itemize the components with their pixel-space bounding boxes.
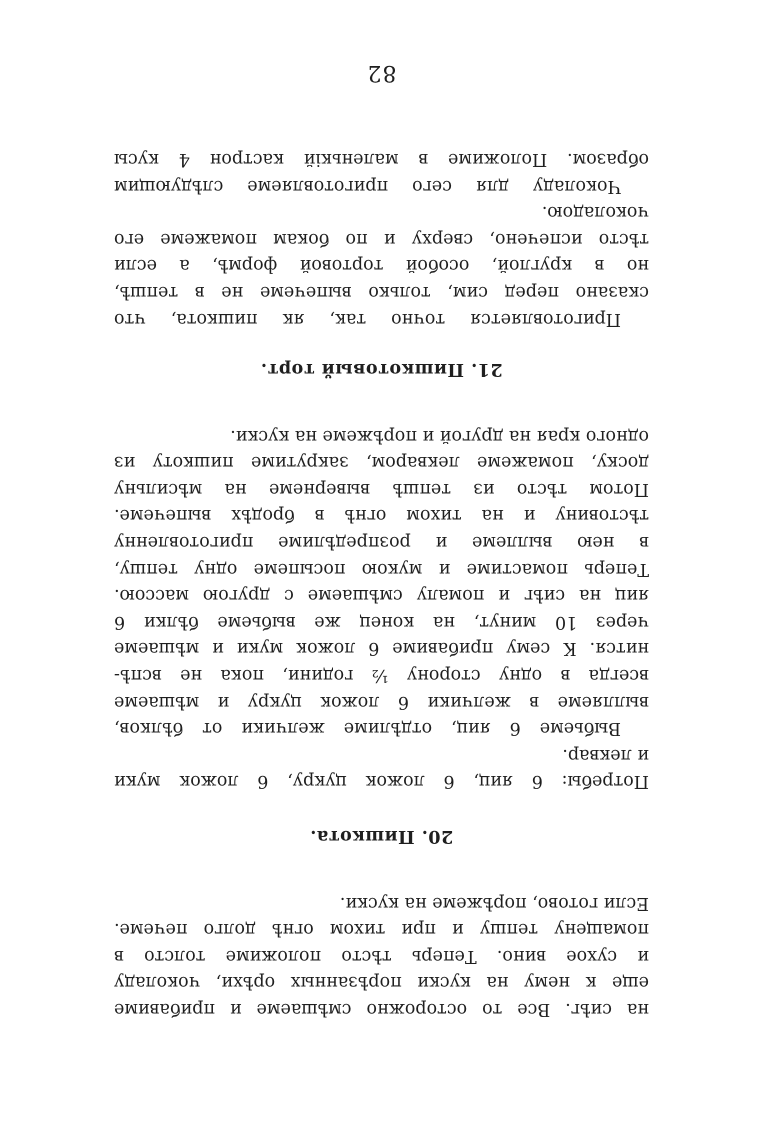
text-line: вылляеме в желчики 6 ложок цукру и мѣшаеме [114, 691, 649, 712]
text-line: на сиѣг. Все то осторожно смѣшаеме и прибавиме [114, 999, 649, 1019]
text-line: в нею выллеме и розпредѣлиме приготовленну [114, 532, 649, 553]
text-line: через 10 минут, на конец же выбьеме бѣлки 6 [114, 611, 649, 632]
text-line: сказано перед сим, только выпечеме не в тепшѣ, [114, 281, 649, 302]
text-line: образом. Положиме в маленькій кастрон 4 кусы [114, 148, 649, 169]
chocolate-paragraph [114, 145, 649, 198]
text-line: чоколадою. [541, 202, 649, 223]
ingredients-paragraph [114, 741, 649, 794]
section-heading-21: 21. Пишкотовый торт. [260, 359, 503, 380]
text-line: тѣсто испечено, сверху и по бокам помажеме его [114, 228, 649, 249]
paragraph-continuation [114, 889, 649, 1022]
text-line: тѣстовину и на тихом огнѣ в бродѣх выпечеме. [114, 505, 649, 526]
text-line: Выбьеме 6 яиц, отдѣлиме желчики от бѣлков, [114, 718, 621, 739]
text-line: доску, помажеме лекваром, закрутиме пишкоту из [114, 452, 649, 473]
section-heading-20: 20. Пишкота. [309, 826, 454, 847]
text-line: Теперь помастиме и мукою посыпеме одну тепшу, [114, 558, 649, 579]
text-line: и сухое вино. Теперь тѣсто положиме толсто в [114, 945, 649, 966]
text-line: Потом тѣсто из тепшѣ вывернеме на мѣсильну [114, 478, 649, 499]
text-line: Если готово, порѣжеме на куски. [339, 892, 649, 913]
page-text [114, 59, 649, 1022]
text-line: помащену тепшу и при тихом огнѣ долго печеме. [114, 919, 649, 940]
text-line: одного края на другой и порѣжеме на куски. [230, 425, 649, 446]
text-line: Чоколаду для сего приготовляеме слѣдующим [114, 175, 621, 196]
text-line: но в круглой, особой тортовой формѣ, а если [114, 255, 649, 276]
text-line: Потребы: 6 яиц, 6 ложок цукру, 6 ложок муки [114, 771, 649, 792]
text-line: еще к нему на куски порѣзанных орѣхи, чоколаду [114, 972, 649, 993]
text-line: нится. К сему прибавиме 6 ложок муки и мѣшаеме [114, 638, 649, 659]
text-line: Приготовляется точно так, як пишкота, что [114, 308, 621, 329]
torte-paragraph [114, 199, 649, 332]
text-line: всегда в одну сторону ½ години, пока не вспѣ- [114, 665, 649, 686]
text-line: яиц на сиѣг и помалу смѣшаеме с другою массою. [114, 585, 649, 606]
page-number: 82 [366, 60, 397, 86]
text-line: и леквар. [562, 744, 649, 765]
instructions-paragraph [114, 422, 649, 741]
